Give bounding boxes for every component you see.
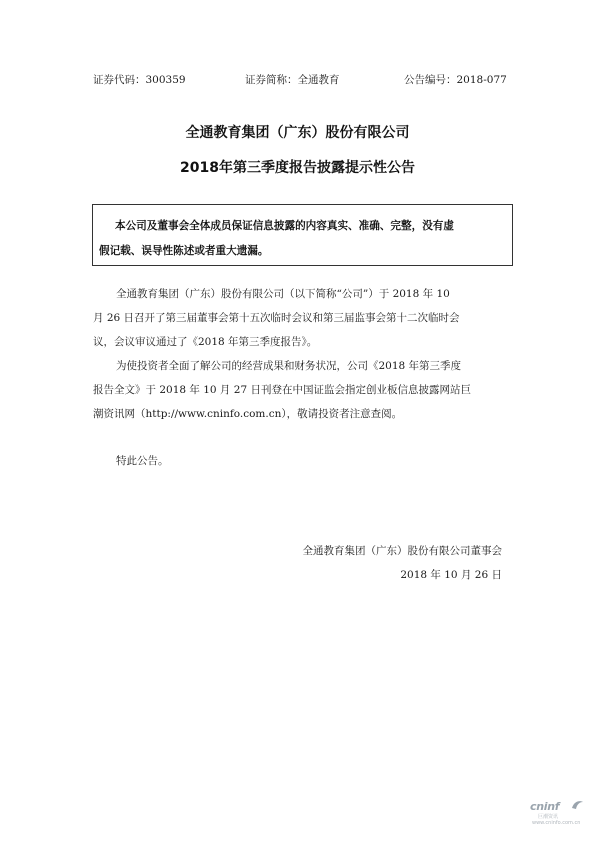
security-abbreviation: 证券简称：全通教育 <box>245 74 340 86</box>
watermark-url: www.cninfo.com.cn <box>532 820 581 826</box>
company-title: 全通教育集团（广东）股份有限公司 <box>185 125 410 141</box>
announcement-title: 2018年第三季度报告披露提示性公告 <box>180 160 415 176</box>
announcement-date: 2018 年 10 月 26 日 <box>400 569 502 581</box>
cninfo-watermark <box>530 800 590 830</box>
paragraph-1-line-3: 议，会议审议通过了《2018 年第三季度报告》。 <box>93 336 318 348</box>
paragraph-2-line-2: 报告全文》于 2018 年 10 月 27 日刊登在中国证监会指定创业板信息披露网站巨 <box>93 384 471 396</box>
disclaimer-box <box>92 204 513 266</box>
watermark-subtitle: 巨潮资讯 <box>538 814 559 820</box>
paragraph-1-line-2: 月 26 日召开了第三届董事会第十五次临时会议和第三届监事会第十二次临时会 <box>93 312 460 324</box>
closing-line: 特此公告。 <box>116 455 169 467</box>
security-code: 证券代码：300359 <box>93 74 186 86</box>
announcement-header <box>93 72 513 86</box>
cninfo-swirl-icon <box>570 799 584 811</box>
paragraph-1-line-1: 全通教育集团（广东）股份有限公司（以下简称“公司”）于 2018 年 10 <box>116 288 450 300</box>
paragraph-2-line-3: 潮资讯网（http://www.cninfo.com.cn），敬请投资者注意查阅。 <box>93 408 403 420</box>
announcement-number: 公告编号：2018-077 <box>404 74 507 86</box>
disclaimer-line-1: 本公司及董事会全体成员保证信息披露的内容真实、准确、完整，没有虚 <box>115 220 454 232</box>
watermark-logo-text: cninf <box>530 800 560 813</box>
issuer-signature: 全通教育集团（广东）股份有限公司董事会 <box>302 545 502 557</box>
disclaimer-line-2: 假记载、误导性陈述或者重大遗漏。 <box>99 245 269 257</box>
paragraph-2-line-1: 为使投资者全面了解公司的经营成果和财务状况，公司《2018 年第三季度 <box>116 360 462 372</box>
